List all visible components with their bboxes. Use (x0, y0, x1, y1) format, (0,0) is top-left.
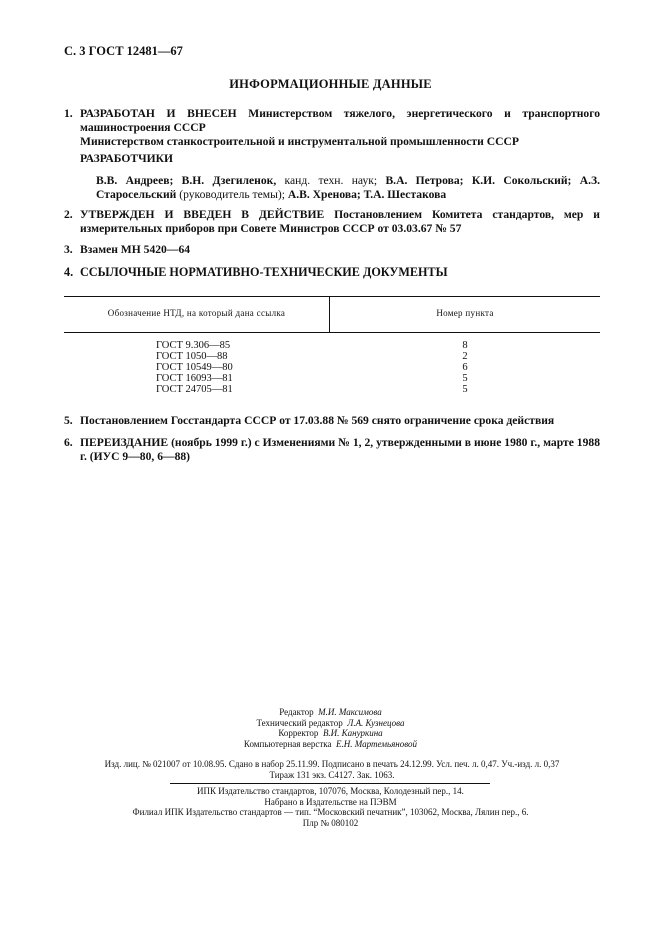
imprint-publisher-line-1: ИПК Издательство стандартов, 107076, Москва, Колодезный пер., 14. (197, 786, 464, 796)
imprint-divider (170, 783, 490, 784)
section-title: ИНФОРМАЦИОННЫЕ ДАННЫЕ (229, 77, 432, 91)
table-cell-document: ГОСТ 1050—88 (156, 351, 228, 362)
imprint-editors (0, 707, 661, 749)
item-lead: УТВЕРЖДЕН И ВВЕДЕН В ДЕЙСТВИЕ (80, 208, 325, 221)
page-header: С. 3 ГОСТ 12481—67 (64, 44, 183, 58)
item-body: (ноябрь 1999 г.) с Изменениями № 1, 2, утвержденными в июне 1980 г., марте 1988 г. (ИУС 9—80, 6—88) (80, 436, 600, 463)
item-number: 4. (64, 265, 74, 279)
imprint-tech-editor (0, 718, 661, 729)
value: Л.А. Кузнецова (347, 717, 405, 728)
item-number: 3. (64, 243, 73, 256)
item-line2: Министерством станкостроительной и инструментальной промышленности СССР (80, 135, 519, 148)
item-text: ССЫЛОЧНЫЕ НОРМАТИВНО-ТЕХНИЧЕСКИЕ ДОКУМЕНТЫ (80, 265, 448, 279)
developer-names-2: В.А. Петрова; К.И. Сокольский; А.З. Старосельский (96, 174, 600, 201)
info-item-3 (64, 243, 600, 257)
item-number: 1. (64, 107, 73, 120)
table-row (64, 351, 600, 362)
table-rule-top (64, 296, 600, 297)
label: Корректор (278, 728, 319, 738)
table-row (64, 373, 600, 384)
developer-degree: канд. техн. наук; (276, 174, 386, 187)
imprint-print-details (64, 759, 600, 780)
info-item-6 (64, 436, 600, 464)
table-row (64, 362, 600, 373)
imprint-publisher-line-3: Филиал ИПК Издательство стандартов — тип. “Московский печатник”, 103062, Москва, Лялин пер., 6. (132, 807, 529, 817)
table-cell-point: 2 (462, 351, 468, 362)
table-cell-point: 6 (462, 362, 468, 373)
item-text (80, 107, 600, 149)
item-body: Постановлением Комитета стандартов, мер и измерительных приборов при Совете Министров СССР от 03.03.67 № 57 (80, 208, 600, 235)
table-header-point: Номер пункта (436, 308, 494, 318)
item-text (80, 436, 600, 464)
item-text: Взамен МН 5420—64 (80, 243, 191, 256)
imprint-publisher-line-2: Набрано в Издательстве на ПЭВМ (264, 796, 397, 807)
developer-names: В.В. Андреев; В.Н. Дзегиленок, (96, 174, 277, 187)
label: Редактор (279, 707, 314, 717)
table-cell-document: ГОСТ 16093—81 (156, 373, 233, 384)
value: Е.Н. Мартемьяновой (336, 738, 418, 749)
developers-heading: РАЗРАБОТЧИКИ (80, 152, 174, 165)
item-lead: ПЕРЕИЗДАНИЕ (80, 436, 169, 449)
developer-names-3: А.В. Хренова; Т.А. Шестакова (287, 188, 447, 201)
value: В.И. Кануркина (322, 728, 383, 738)
imprint-print-line-2: Тираж 131 экз. С4127. Зак. 1063. (269, 769, 395, 780)
table-row (64, 340, 600, 351)
table-cell-document: ГОСТ 24705—81 (156, 384, 233, 395)
item-body: Министерством тяжелого, энергетического и транспортного машиностроения СССР (80, 107, 601, 134)
item-number: 6. (64, 436, 73, 449)
imprint-publisher (0, 786, 661, 828)
imprint-editor (0, 707, 661, 718)
imprint-corrector (0, 728, 661, 739)
label: Технический редактор (256, 717, 343, 728)
table-header-document: Обозначение НТД, на который дана ссылка (107, 308, 286, 318)
item-number: 5. (64, 414, 73, 427)
item-text (80, 208, 600, 236)
imprint-print-line-1: Изд. лиц. № 021007 от 10.08.95. Сдано в набор 25.11.99. Подписано в печать 24.12.99. Усл. печ. л. 0,47. Уч.-изд. л. 0,37 (104, 759, 560, 769)
item-number: 2. (64, 208, 73, 221)
table-row (64, 384, 600, 395)
imprint-publisher-line-4: Плр № 080102 (302, 817, 359, 828)
table-rule-header (64, 332, 600, 333)
imprint-layout (0, 739, 661, 750)
table-body (64, 340, 600, 395)
developer-role: (руководитель темы); (176, 188, 288, 201)
info-item-2 (64, 208, 600, 236)
item-lead: РАЗРАБОТАН И ВНЕСЕН (80, 107, 237, 120)
info-item-4 (64, 265, 600, 279)
info-item-5 (64, 414, 600, 428)
developers-list (96, 174, 600, 202)
references-table (64, 296, 600, 402)
value: М.И. Максимова (318, 707, 382, 717)
table-cell-point: 5 (462, 384, 468, 395)
table-cell-document: ГОСТ 9.306—85 (156, 340, 231, 351)
item-text: Постановлением Госстандарта СССР от 17.03.88 № 569 снято ограничение срока действия (80, 414, 555, 427)
info-item-1 (64, 107, 600, 149)
label: Компьютерная верстка (243, 738, 332, 749)
table-cell-document: ГОСТ 10549—80 (156, 362, 233, 373)
table-cell-point: 5 (462, 373, 468, 384)
table-cell-point: 8 (462, 340, 468, 351)
